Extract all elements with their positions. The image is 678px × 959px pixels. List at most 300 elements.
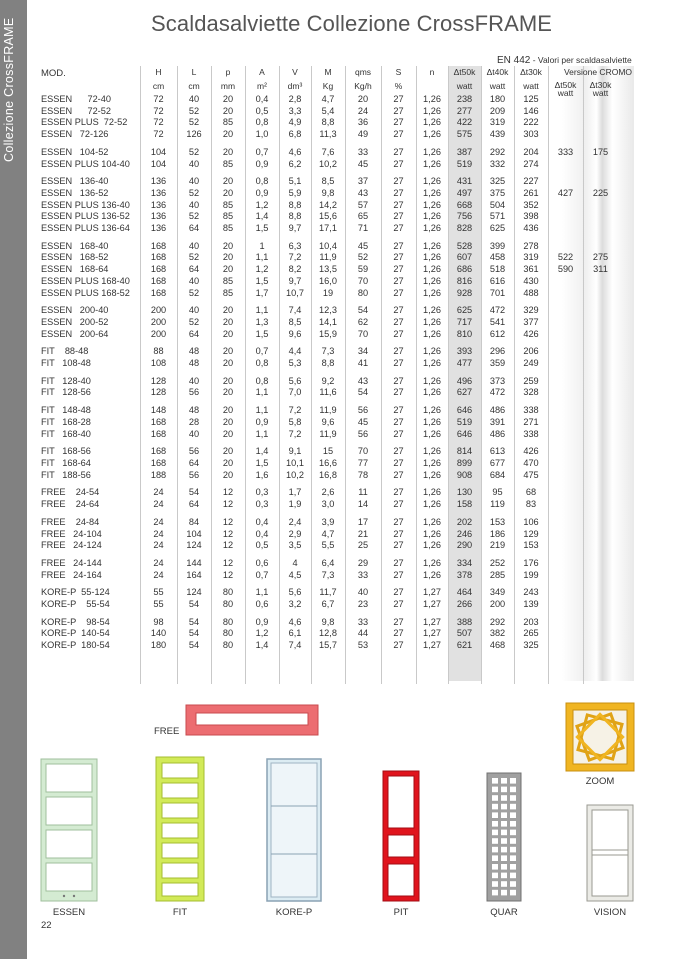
value-cell: 6,3 bbox=[288, 240, 302, 251]
value-cell bbox=[548, 417, 583, 429]
value-cell bbox=[548, 276, 583, 288]
value-cell bbox=[583, 358, 618, 370]
value-cell: 8,8 bbox=[321, 117, 335, 128]
value-cell: 80 bbox=[357, 287, 369, 298]
value-cell: 1,1 bbox=[255, 387, 269, 398]
value-cell: 338 bbox=[523, 428, 539, 439]
column-unit: Kg/h bbox=[354, 81, 372, 91]
model-cell: ESSEN PLUS 136-64 bbox=[41, 223, 130, 234]
value-cell bbox=[583, 558, 618, 570]
value-cell: 6,8 bbox=[288, 129, 302, 140]
value-cell bbox=[583, 117, 618, 129]
value-cell: 20 bbox=[222, 346, 234, 357]
value-cell: 27 bbox=[393, 211, 404, 222]
value-cell: 329 bbox=[523, 305, 539, 316]
model-cell: ESSEN PLUS 104-40 bbox=[41, 158, 130, 169]
model-cell: ESSEN 136-52 bbox=[41, 187, 109, 198]
value-cell: 1,26 bbox=[423, 528, 441, 539]
value-cell: 475 bbox=[523, 469, 539, 480]
fit-label: FIT bbox=[172, 907, 188, 918]
header-mod: MOD. bbox=[41, 68, 66, 79]
value-cell: 6,2 bbox=[288, 158, 302, 169]
value-cell: 0,8 bbox=[255, 375, 269, 386]
value-cell: 319 bbox=[523, 252, 539, 263]
value-cell: 77 bbox=[357, 457, 369, 468]
value-cell: 64 bbox=[188, 223, 200, 234]
column-unit: cm bbox=[152, 81, 165, 91]
value-cell: 119 bbox=[490, 499, 505, 510]
quar-opening bbox=[492, 890, 498, 896]
value-cell: 338 bbox=[523, 405, 539, 416]
value-cell bbox=[583, 305, 618, 317]
value-cell: 27 bbox=[393, 640, 404, 651]
value-cell: 20 bbox=[222, 264, 234, 275]
table-row bbox=[39, 346, 618, 358]
value-cell: 95 bbox=[492, 487, 503, 498]
value-cell bbox=[548, 540, 583, 552]
value-cell bbox=[548, 529, 583, 541]
value-cell: 12 bbox=[222, 528, 234, 539]
value-cell: 28 bbox=[188, 416, 200, 427]
value-cell bbox=[548, 200, 583, 212]
value-cell: 85 bbox=[222, 211, 234, 222]
value-cell bbox=[548, 499, 583, 511]
value-cell: 20 bbox=[222, 358, 234, 369]
value-cell: 616 bbox=[489, 275, 506, 286]
model-cell: ESSEN 168-52 bbox=[41, 252, 109, 263]
value-cell: 8,8 bbox=[321, 358, 335, 369]
value-cell: 17 bbox=[357, 516, 369, 527]
value-cell: 72 bbox=[153, 117, 164, 128]
value-cell: 4,9 bbox=[288, 117, 302, 128]
value-cell bbox=[548, 446, 583, 458]
value-cell: 5,6 bbox=[288, 587, 302, 598]
value-cell: 27 bbox=[393, 176, 404, 187]
value-cell: 72 bbox=[153, 129, 164, 140]
value-cell bbox=[583, 587, 618, 599]
value-cell: 54 bbox=[188, 599, 200, 610]
value-cell: 168 bbox=[150, 252, 167, 263]
value-cell: 497 bbox=[456, 187, 473, 198]
value-cell: 1,26 bbox=[423, 375, 441, 386]
value-cell: 40 bbox=[188, 94, 200, 104]
quar-opening bbox=[501, 881, 507, 887]
value-cell: 575 bbox=[456, 129, 473, 140]
value-cell: 426 bbox=[523, 328, 539, 339]
column-unit: watt bbox=[489, 81, 506, 91]
column-header: Δt30k bbox=[520, 67, 542, 77]
value-cell: 1,26 bbox=[423, 346, 441, 357]
model-cell: ESSEN 72-126 bbox=[41, 129, 109, 140]
table-row bbox=[39, 117, 618, 129]
value-cell bbox=[548, 376, 583, 388]
model-cell: FIT 168-40 bbox=[41, 428, 91, 439]
value-cell: 1,26 bbox=[423, 252, 441, 263]
value-cell: 1,6 bbox=[255, 469, 269, 480]
value-cell: 20 bbox=[222, 428, 234, 439]
value-cell: 49 bbox=[357, 129, 369, 140]
column-header: Δt50k bbox=[453, 67, 476, 77]
value-cell: 7,3 bbox=[321, 346, 335, 357]
table-row bbox=[39, 458, 618, 470]
value-cell: 20 bbox=[222, 469, 234, 480]
value-cell: 24 bbox=[153, 528, 164, 539]
value-cell bbox=[583, 640, 618, 652]
model-cell: FREE 24-64 bbox=[41, 499, 100, 510]
value-cell: 12 bbox=[222, 487, 234, 498]
kore-p-sketch bbox=[266, 758, 322, 902]
value-cell: 19 bbox=[322, 287, 334, 298]
value-cell: 27 bbox=[393, 557, 404, 568]
quar-opening bbox=[501, 830, 507, 836]
value-cell: 15,9 bbox=[319, 328, 337, 339]
value-cell: 128 bbox=[150, 387, 167, 398]
value-cell: 24 bbox=[357, 105, 369, 116]
value-cell: 9,6 bbox=[321, 416, 335, 427]
value-cell bbox=[548, 329, 583, 341]
value-cell: 56 bbox=[357, 405, 369, 416]
value-cell bbox=[583, 94, 618, 106]
value-cell: 3,5 bbox=[288, 540, 302, 551]
value-cell: 27 bbox=[393, 346, 404, 357]
value-cell: 11 bbox=[358, 487, 368, 498]
table-row bbox=[39, 617, 618, 629]
value-cell: 15,7 bbox=[319, 640, 337, 651]
value-cell: 7,4 bbox=[288, 640, 302, 651]
value-cell: 72 bbox=[153, 105, 164, 116]
value-cell: 27 bbox=[393, 446, 404, 457]
value-cell: 464 bbox=[456, 587, 473, 598]
value-cell: 422 bbox=[456, 117, 473, 128]
value-cell: 518 bbox=[489, 264, 506, 275]
value-cell: 0,4 bbox=[255, 528, 269, 539]
value-cell: 1,26 bbox=[423, 223, 441, 234]
value-cell: 64 bbox=[188, 328, 200, 339]
value-cell: 136 bbox=[150, 211, 167, 222]
quar-opening bbox=[510, 804, 516, 810]
model-cell: FIT 88-48 bbox=[41, 346, 89, 357]
quar-opening bbox=[510, 855, 516, 861]
value-cell bbox=[548, 587, 583, 599]
value-cell: 27 bbox=[393, 387, 404, 398]
value-cell: 164 bbox=[186, 569, 202, 580]
value-cell bbox=[583, 241, 618, 253]
table-row bbox=[39, 288, 618, 300]
value-cell: 64 bbox=[188, 264, 200, 275]
value-cell: 27 bbox=[393, 94, 404, 104]
value-cell: 24 bbox=[153, 516, 164, 527]
value-cell: 24 bbox=[153, 499, 164, 510]
table-row bbox=[39, 211, 618, 223]
quar-opening bbox=[492, 804, 498, 810]
quar-opening bbox=[510, 778, 516, 784]
table-row bbox=[39, 329, 618, 341]
value-cell: 1 bbox=[259, 240, 265, 251]
model-cell: ESSEN 168-40 bbox=[41, 240, 109, 251]
value-cell: 1,26 bbox=[423, 129, 441, 140]
value-cell bbox=[583, 159, 618, 171]
value-cell: 54 bbox=[188, 616, 200, 627]
quar-opening bbox=[492, 821, 498, 827]
value-cell: 27 bbox=[393, 428, 404, 439]
value-cell: 71 bbox=[357, 223, 369, 234]
value-cell: 43 bbox=[357, 375, 369, 386]
value-cell: 20 bbox=[222, 305, 234, 316]
value-cell: 27 bbox=[393, 375, 404, 386]
value-cell bbox=[548, 640, 583, 652]
value-cell: 52 bbox=[188, 187, 200, 198]
value-cell: 136 bbox=[150, 223, 167, 234]
value-cell: 27 bbox=[393, 158, 404, 169]
model-cell: FIT 168-28 bbox=[41, 416, 91, 427]
value-cell: 27 bbox=[393, 628, 404, 639]
value-cell: 85 bbox=[222, 117, 234, 128]
value-cell: 200 bbox=[150, 328, 167, 339]
value-cell: 88 bbox=[153, 346, 164, 357]
en442-code: EN 442 bbox=[497, 55, 531, 66]
value-cell: 1,27 bbox=[423, 587, 441, 598]
value-cell: 20 bbox=[222, 146, 234, 157]
value-cell: 222 bbox=[523, 117, 539, 128]
value-cell: 1,1 bbox=[255, 252, 269, 263]
table-row bbox=[39, 376, 618, 388]
value-cell: 52 bbox=[188, 117, 200, 128]
column-unit: Kg bbox=[322, 81, 334, 91]
column-unit: cm bbox=[188, 81, 200, 91]
value-cell: 6,4 bbox=[321, 557, 335, 568]
table-row bbox=[39, 305, 618, 317]
quar-sketch bbox=[486, 772, 522, 902]
free-label: FREE bbox=[154, 726, 180, 737]
value-cell: 54 bbox=[188, 640, 200, 651]
value-cell: 1,4 bbox=[255, 211, 269, 222]
value-cell: 104 bbox=[186, 528, 202, 539]
value-cell: 373 bbox=[489, 375, 506, 386]
quar-opening bbox=[510, 864, 516, 870]
value-cell: 20 bbox=[222, 105, 234, 116]
vision-label: VISION bbox=[593, 907, 627, 918]
model-cell: ESSEN PLUS 136-52 bbox=[41, 211, 130, 222]
table-row bbox=[39, 446, 618, 458]
quar-opening bbox=[501, 821, 507, 827]
value-cell: 1,27 bbox=[423, 628, 441, 639]
value-cell: 361 bbox=[523, 264, 539, 275]
value-cell: 382 bbox=[489, 628, 506, 639]
value-cell: 1,1 bbox=[255, 428, 269, 439]
value-cell: 27 bbox=[393, 416, 404, 427]
value-cell: 108 bbox=[150, 358, 167, 369]
value-cell: 168 bbox=[150, 457, 167, 468]
value-cell: 9,7 bbox=[288, 275, 302, 286]
value-cell: 13,5 bbox=[319, 264, 337, 275]
value-cell: 20 bbox=[222, 94, 234, 104]
value-cell: 27 bbox=[393, 287, 404, 298]
value-cell: 4,7 bbox=[321, 528, 335, 539]
model-cell: ESSEN 200-52 bbox=[41, 316, 109, 327]
model-cell: ESSEN PLUS 168-40 bbox=[41, 275, 130, 286]
value-cell: 5,4 bbox=[321, 105, 335, 116]
value-cell: 519 bbox=[456, 416, 473, 427]
value-cell: 486 bbox=[489, 428, 506, 439]
quar-opening bbox=[492, 873, 498, 879]
value-cell: 1,26 bbox=[423, 569, 441, 580]
model-cell: ESSEN 72-40 bbox=[41, 94, 111, 104]
table-row bbox=[39, 147, 618, 159]
value-cell bbox=[583, 176, 618, 188]
value-cell: 24 bbox=[153, 540, 164, 551]
value-cell bbox=[548, 599, 583, 611]
value-cell: 0,9 bbox=[255, 616, 269, 627]
quar-opening bbox=[510, 812, 516, 818]
value-cell: 1,26 bbox=[423, 158, 441, 169]
value-cell bbox=[548, 570, 583, 582]
sidebar bbox=[0, 0, 27, 959]
value-cell: 1,1 bbox=[255, 587, 269, 598]
value-cell: 0,9 bbox=[255, 187, 269, 198]
model-cell: KORE-P 55-54 bbox=[41, 599, 110, 610]
column-unit: mm bbox=[220, 81, 236, 91]
quar-opening bbox=[492, 795, 498, 801]
value-cell: 8,2 bbox=[288, 264, 302, 275]
model-cell: ESSEN PLUS 136-40 bbox=[41, 199, 130, 210]
value-cell: 80 bbox=[222, 628, 234, 639]
value-cell: 507 bbox=[456, 628, 473, 639]
quar-opening bbox=[510, 873, 516, 879]
value-cell: 1,9 bbox=[288, 499, 302, 510]
table-row bbox=[39, 129, 618, 141]
value-cell: 27 bbox=[393, 516, 404, 527]
value-cell: 225 bbox=[592, 187, 609, 198]
value-cell: 200 bbox=[489, 599, 506, 610]
table-row bbox=[39, 529, 618, 541]
value-cell: 98 bbox=[153, 616, 164, 627]
value-cell: 20 bbox=[222, 316, 234, 327]
value-cell: 1,2 bbox=[255, 199, 269, 210]
value-cell: 124 bbox=[186, 540, 202, 551]
en442-caption bbox=[497, 55, 632, 66]
value-cell: 290 bbox=[456, 540, 473, 551]
value-cell: 1,26 bbox=[423, 428, 441, 439]
value-cell: 468 bbox=[489, 640, 506, 651]
value-cell: 40 bbox=[188, 158, 200, 169]
table-row bbox=[39, 517, 618, 529]
value-cell: 15,6 bbox=[319, 211, 337, 222]
value-cell: 80 bbox=[222, 587, 234, 598]
value-cell: 0,9 bbox=[255, 158, 269, 169]
value-cell: 2,4 bbox=[288, 516, 302, 527]
value-cell: 65 bbox=[357, 211, 369, 222]
value-cell: 7,3 bbox=[321, 569, 335, 580]
table-row bbox=[39, 223, 618, 235]
column-header: S bbox=[395, 67, 402, 77]
value-cell: 29 bbox=[357, 557, 369, 568]
value-cell: 186 bbox=[489, 528, 506, 539]
table-row bbox=[39, 587, 618, 599]
value-cell: 1,26 bbox=[423, 117, 441, 128]
model-cell: FREE 24-54 bbox=[41, 487, 100, 498]
value-cell: 27 bbox=[393, 305, 404, 316]
value-cell: 1,26 bbox=[423, 275, 441, 286]
value-cell: 48 bbox=[188, 358, 200, 369]
quar-opening bbox=[501, 795, 507, 801]
value-cell: 27 bbox=[393, 316, 404, 327]
value-cell: 27 bbox=[393, 275, 404, 286]
table-row bbox=[39, 628, 618, 640]
value-cell: 41 bbox=[357, 358, 369, 369]
model-cell: ESSEN 72-52 bbox=[41, 105, 111, 116]
chromo-column-header: Δt30k bbox=[589, 80, 612, 90]
value-cell: 252 bbox=[489, 557, 506, 568]
value-cell: 27 bbox=[393, 569, 404, 580]
value-cell: 83 bbox=[525, 499, 537, 510]
value-cell: 259 bbox=[523, 375, 539, 386]
value-cell: 12 bbox=[222, 516, 234, 527]
value-cell: 627 bbox=[456, 387, 473, 398]
value-cell: 23 bbox=[357, 599, 369, 610]
chromo-column-unit: watt bbox=[557, 88, 574, 98]
quar-opening bbox=[492, 787, 498, 793]
model-cell: ESSEN PLUS 168-52 bbox=[41, 287, 130, 298]
table-row bbox=[39, 387, 618, 399]
value-cell: 14,2 bbox=[319, 199, 337, 210]
value-cell: 40 bbox=[188, 305, 200, 316]
quar-opening bbox=[501, 864, 507, 870]
value-cell: 0,6 bbox=[255, 557, 269, 568]
quar-opening bbox=[492, 855, 498, 861]
value-cell: 333 bbox=[557, 146, 574, 157]
value-cell: 20 bbox=[222, 405, 234, 416]
model-cell: FREE 24-84 bbox=[41, 516, 100, 527]
value-cell: 8,5 bbox=[321, 176, 335, 187]
value-cell: 677 bbox=[489, 457, 506, 468]
table-row bbox=[39, 159, 618, 171]
model-cell: FIT 168-64 bbox=[41, 457, 91, 468]
value-cell: 9,6 bbox=[288, 328, 302, 339]
value-cell: 62 bbox=[357, 316, 369, 327]
value-cell: 40 bbox=[188, 176, 200, 187]
value-cell: 104 bbox=[150, 146, 167, 157]
quar-opening bbox=[492, 830, 498, 836]
quar-opening bbox=[510, 881, 516, 887]
model-cell: FREE 24-104 bbox=[41, 528, 102, 539]
value-cell: 398 bbox=[523, 211, 539, 222]
version-cromo-label: Versione CROMO bbox=[563, 67, 633, 77]
model-cell: KORE-P 180-54 bbox=[41, 640, 110, 651]
value-cell: 541 bbox=[489, 316, 506, 327]
value-cell: 20 bbox=[222, 416, 234, 427]
value-cell: 11,7 bbox=[319, 587, 337, 598]
model-cell: KORE-P 98-54 bbox=[41, 616, 110, 627]
value-cell bbox=[583, 317, 618, 329]
value-cell: 4 bbox=[292, 557, 298, 568]
value-cell: 278 bbox=[523, 240, 539, 251]
value-cell: 129 bbox=[523, 528, 539, 539]
value-cell: 206 bbox=[523, 346, 539, 357]
value-cell: 319 bbox=[489, 117, 506, 128]
value-cell: 200 bbox=[150, 305, 167, 316]
value-cell: 1,26 bbox=[423, 557, 441, 568]
value-cell: 106 bbox=[523, 516, 539, 527]
model-cell: FIT 128-40 bbox=[41, 375, 91, 386]
value-cell bbox=[548, 223, 583, 235]
table-row bbox=[39, 429, 618, 441]
value-cell: 85 bbox=[222, 275, 234, 286]
value-cell: 277 bbox=[456, 105, 473, 116]
column-header: V bbox=[292, 67, 298, 77]
value-cell: 621 bbox=[456, 640, 473, 651]
value-cell: 668 bbox=[456, 199, 473, 210]
value-cell: 126 bbox=[186, 129, 202, 140]
